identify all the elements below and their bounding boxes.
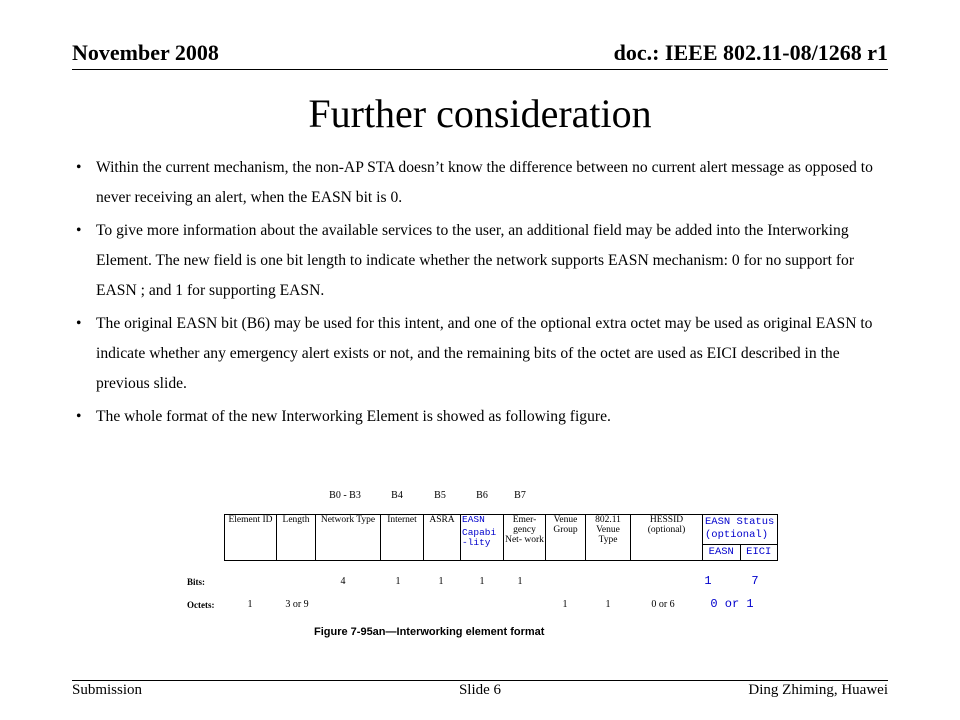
slide-title: Further consideration	[308, 91, 652, 136]
bullet-list	[76, 153, 886, 435]
bullet-dot-icon: •	[76, 222, 82, 239]
field-emergency-network: Emer- gency Net- work	[504, 515, 546, 561]
octets-venue-type: 1	[605, 599, 611, 610]
bullet-text: The original EASN bit (B6) may be used for this intent, and one of the optional extra octet may be used as original EASN to indicate whether any emergency alert exists or not, and the remaining bits of the octet are used as EICI described in the previous slide.	[96, 315, 873, 392]
subfield-eici: EICI	[746, 546, 772, 558]
bit-label-b0-b3: B0 - B3	[329, 490, 361, 501]
easn-status-word: Status	[730, 516, 775, 528]
bullet-text: To give more information about the available services to the user, an additional field may be added into the Interworking Element. The new field is one bit length to indicate whether the network supports EASN mechanism: 0 for no support for EASN ; and 1 for supporting EASN.	[96, 222, 855, 299]
bits-sub-easn: 1	[704, 574, 712, 588]
field-format-table	[224, 514, 778, 561]
bits-network-type: 4	[340, 576, 346, 587]
footer-author: Ding Zhiming, Huawei	[748, 682, 888, 698]
field-asra: ASRA	[424, 515, 461, 561]
footer-submission: Submission	[72, 682, 143, 698]
bullet-item	[76, 309, 886, 399]
octets-easn-status: 0 or 1	[710, 597, 754, 611]
field-hessid: HESSID (optional)	[631, 515, 703, 561]
easn-status-subfields	[703, 544, 777, 560]
figure-caption: Figure 7-95an—Interworking element format	[314, 626, 545, 638]
bullet-item	[76, 153, 886, 213]
bullet-text: The whole format of the new Interworking Element is showed as following figure.	[96, 408, 611, 425]
bit-label-b6: B6	[476, 490, 488, 501]
bit-label-b7: B7	[514, 490, 526, 501]
field-element-id: Element ID	[225, 515, 277, 561]
field-easn-capability	[461, 515, 504, 561]
field-internet: Internet	[381, 515, 424, 561]
easn-cap-line-3: -lity	[462, 537, 491, 548]
octets-length: 3 or 9	[285, 599, 309, 610]
bits-internet: 1	[395, 576, 401, 587]
field-venue-group: Venue Group	[546, 515, 586, 561]
bits-sub-eici: 7	[751, 574, 759, 588]
octets-row-label: Octets:	[187, 600, 215, 610]
footer-slide-number: Slide 6	[458, 682, 502, 698]
bullet-item	[76, 402, 886, 432]
field-venue-type: 802.11 Venue Type	[586, 515, 631, 561]
easn-status-easn: EASN	[705, 516, 731, 528]
interworking-element-figure	[180, 484, 780, 644]
field-easn-status	[703, 515, 778, 561]
subfield-easn: EASN	[703, 545, 741, 560]
easn-cap-line-1: EASN	[462, 514, 485, 525]
header-date: November 2008	[72, 40, 219, 65]
bit-label-b5: B5	[434, 490, 446, 501]
easn-status-heading	[703, 516, 777, 528]
footer-divider	[72, 680, 888, 681]
bullet-dot-icon: •	[76, 159, 82, 176]
header-doc-id: doc.: IEEE 802.11-08/1268 r1	[613, 40, 888, 65]
easn-status-optional: (optional)	[705, 529, 769, 541]
field-length: Length	[277, 515, 316, 561]
octets-hessid: 0 or 6	[651, 599, 675, 610]
bullet-dot-icon: •	[76, 408, 82, 425]
bits-row-label: Bits:	[187, 577, 205, 587]
bit-label-b4: B4	[391, 490, 403, 501]
octets-element-id: 1	[247, 599, 253, 610]
bullet-dot-icon: •	[76, 315, 82, 332]
bullet-item	[76, 216, 886, 306]
bullet-text: Within the current mechanism, the non-AP STA doesn’t know the difference between no current alert message as opposed to never receiving an alert, when the EASN bit is 0.	[96, 159, 873, 206]
header-divider	[72, 69, 888, 70]
easn-cap-line-2: Capabi	[462, 527, 497, 538]
bits-asra: 1	[438, 576, 444, 587]
bits-emergency: 1	[517, 576, 523, 587]
octets-venue-group: 1	[562, 599, 568, 610]
field-network-type: Network Type	[316, 515, 381, 561]
bits-easn: 1	[479, 576, 485, 587]
